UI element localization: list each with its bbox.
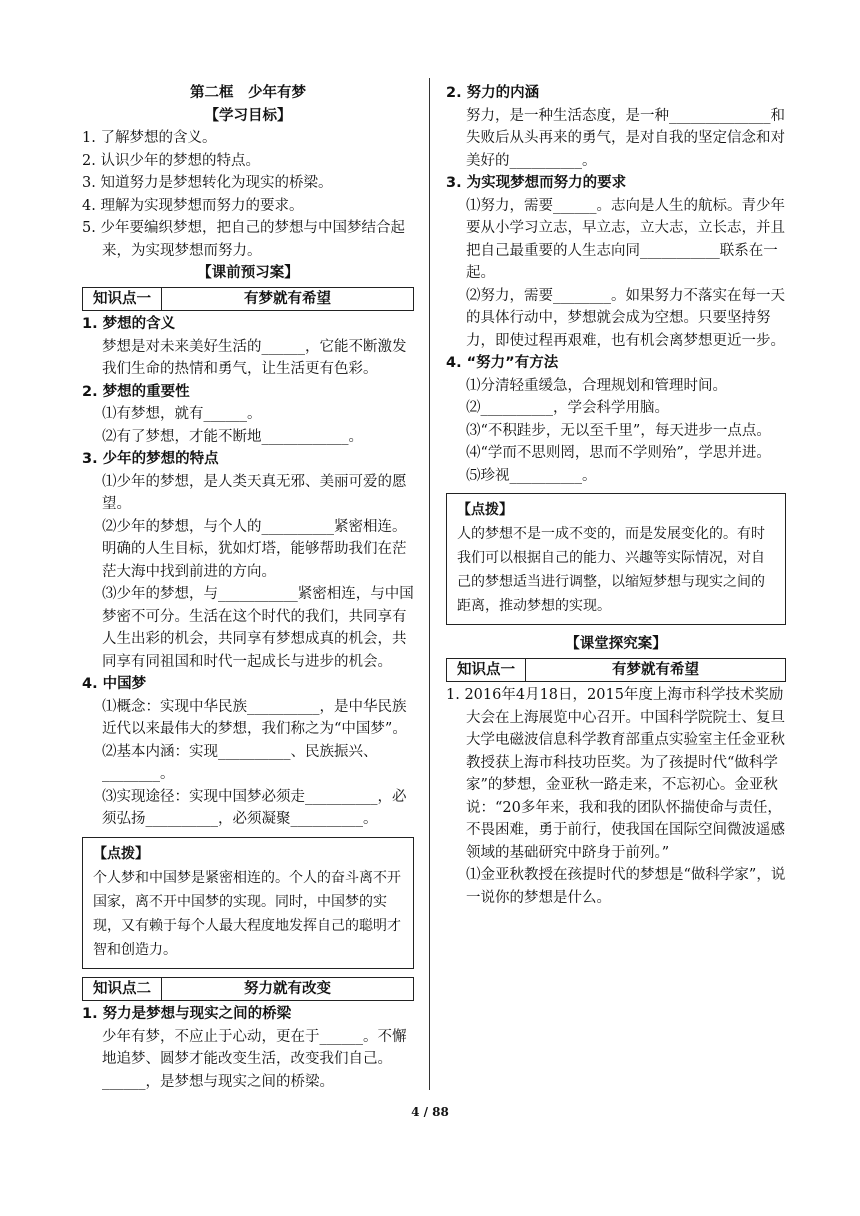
knowledge-point-table (82, 977, 414, 1002)
tip-text: 人的梦想不是一成不变的，而是发展变化的。有时我们可以根据自己的能力、兴趣等实际情况，对自己的梦想适当进行调整，以缩短梦想与现实之间的距离，推动梦想的实现。 (457, 526, 765, 614)
list-item: ⑴有梦想，就有______。 (102, 406, 262, 422)
class-explore-title: 【课堂探究案】 (565, 636, 667, 652)
list-item: ⑴概念：实现中华民族__________，是中华民族近代以来最伟大的梦想，我们称之为“中国梦”。 (102, 698, 407, 737)
list-item: ⑵少年的梦想，与个人的__________紧密相连。明确的人生目标，犹如灯塔，能够帮助我们在茫茫大海中找到前进的方向。 (102, 518, 407, 580)
list-item: ⑴分清轻重缓急，合理规划和管理时间。 (466, 377, 727, 394)
section-heading: 3. 为实现梦想而努力的要求 (446, 175, 627, 191)
section-text: 梦想是对未来美好生活的______，它能不断激发我们生命的热情和勇气，让生活更有色彩。 (102, 338, 407, 377)
knowledge-point-number: 知识点二 (83, 977, 162, 1001)
list-item: ⑵基本内涵：实现__________、民族振兴、________。 (102, 743, 378, 782)
list-item: ⑴努力，需要______。志向是人生的航标。青少年要从小学习立志，早立志，立大志，立长志，并且把自己最重要的人生志向同___________联系在一起。 (466, 197, 785, 281)
knowledge-point-number: 知识点一 (447, 658, 526, 682)
tip-title: 【点拨】 (93, 845, 149, 862)
left-column (82, 82, 414, 1093)
knowledge-point-table (82, 287, 414, 312)
column-divider (429, 78, 430, 1090)
section-heading: 2. 梦想的重要性 (82, 383, 190, 400)
knowledge-point-table (446, 658, 786, 683)
tip-title: 【点拨】 (457, 502, 513, 518)
list-item: ⑶实现途径：实现中国梦必须走__________，必须弘扬__________，必须凝聚__________。 (102, 788, 407, 827)
lesson-title: 第二框 少年有梦 (190, 85, 306, 101)
goal-item: 1. 了解梦想的含义。 (82, 130, 217, 146)
goal-item: 4. 理解为实现梦想而努力的要求。 (82, 197, 304, 214)
section-heading: 4. “努力”有方法 (446, 355, 559, 371)
question-text: 1. 2016年4月18日，2015年度上海市科学技术奖励大会在上海展览中心召开。中国科学院院士、复旦大学电磁波信息科学教育部重点实验室主任金亚秋教授获上海市科技功臣奖。为了孩提时代“做科学家”的梦想，金亚秋一路走来，不忘初心。金亚秋说：“20多年来，我和我的团队怀揣使命与责任，不畏困难，勇于前行，使我国在国际空间微波遥感领域的基础研究中跻身于前列。” (446, 687, 785, 861)
right-column (446, 82, 786, 909)
list-item: ⑵有了梦想，才能不断地____________。 (102, 428, 363, 445)
knowledge-point-name: 有梦就有希望 (162, 287, 414, 311)
knowledge-point-name: 努力就有改变 (162, 977, 414, 1001)
section-heading: 2. 努力的内涵 (446, 85, 540, 101)
section-heading: 1. 梦想的含义 (82, 316, 176, 332)
tip-box (446, 493, 786, 625)
knowledge-point-name: 有梦就有希望 (526, 658, 786, 682)
question-subitem: ⑴金亚秋教授在孩提时代的梦想是“做科学家”，说一说你的梦想是什么。 (466, 867, 786, 906)
list-item: ⑶少年的梦想，与___________紧密相连，与中国梦密不可分。生活在这个时代的我们，共同享有人生出彩的机会，共同享有梦想成真的机会，共同享有同祖国和时代一起成长与进步的机会。 (102, 586, 414, 670)
list-item: ⑷“学而不思则罔，思而不学则殆”，学思并进。 (466, 445, 771, 461)
goals-title: 【学习目标】 (204, 107, 292, 124)
list-item: ⑶“不积跬步，无以至千里”，每天进步一点点。 (466, 422, 771, 439)
preview-title: 【课前预习案】 (197, 265, 299, 281)
list-item: ⑵__________，学会科学用脑。 (466, 400, 669, 416)
list-item: ⑴少年的梦想，是人类天真无邪、美丽可爱的愿望。 (102, 473, 407, 512)
tip-box (82, 837, 414, 969)
list-item: ⑸珍视__________。 (466, 467, 597, 484)
section-text: 努力，是一种生活态度，是一种______________和失败后从头再来的勇气，是对自我的坚定信念和对美好的__________。 (466, 107, 785, 169)
page-number: 4 / 88 (411, 1105, 449, 1119)
tip-text: 个人梦和中国梦是紧密相连的。个人的奋斗离不开国家，离不开中国梦的实现。同时，中国梦的实现，又有赖于每个人最大程度地发挥自己的聪明才智和创造力。 (93, 869, 401, 958)
section-heading: 3. 少年的梦想的特点 (82, 451, 219, 467)
section-text: 少年有梦，不应止于心动，更在于______。不懈地追梦、圆梦才能改变生活，改变我们自己。______，是梦想与现实之间的桥梁。 (102, 1028, 407, 1090)
section-heading: 1. 努力是梦想与现实之间的桥梁 (82, 1006, 292, 1022)
section-heading: 4. 中国梦 (82, 676, 147, 692)
goal-item: 2. 认识少年的梦想的特点。 (82, 152, 260, 169)
knowledge-point-number: 知识点一 (83, 287, 162, 311)
list-item: ⑵努力，需要________。如果努力不落实在每一天的具体行动中，梦想就会成为空想。只要坚持努力，即使过程再艰难，也有机会离梦想更近一步。 (466, 287, 785, 349)
goal-item: 3. 知道努力是梦想转化为现实的桥梁。 (82, 175, 333, 191)
goal-item: 5. 少年要编织梦想，把自己的梦想与中国梦结合起来，为实现梦想而努力。 (82, 220, 405, 259)
